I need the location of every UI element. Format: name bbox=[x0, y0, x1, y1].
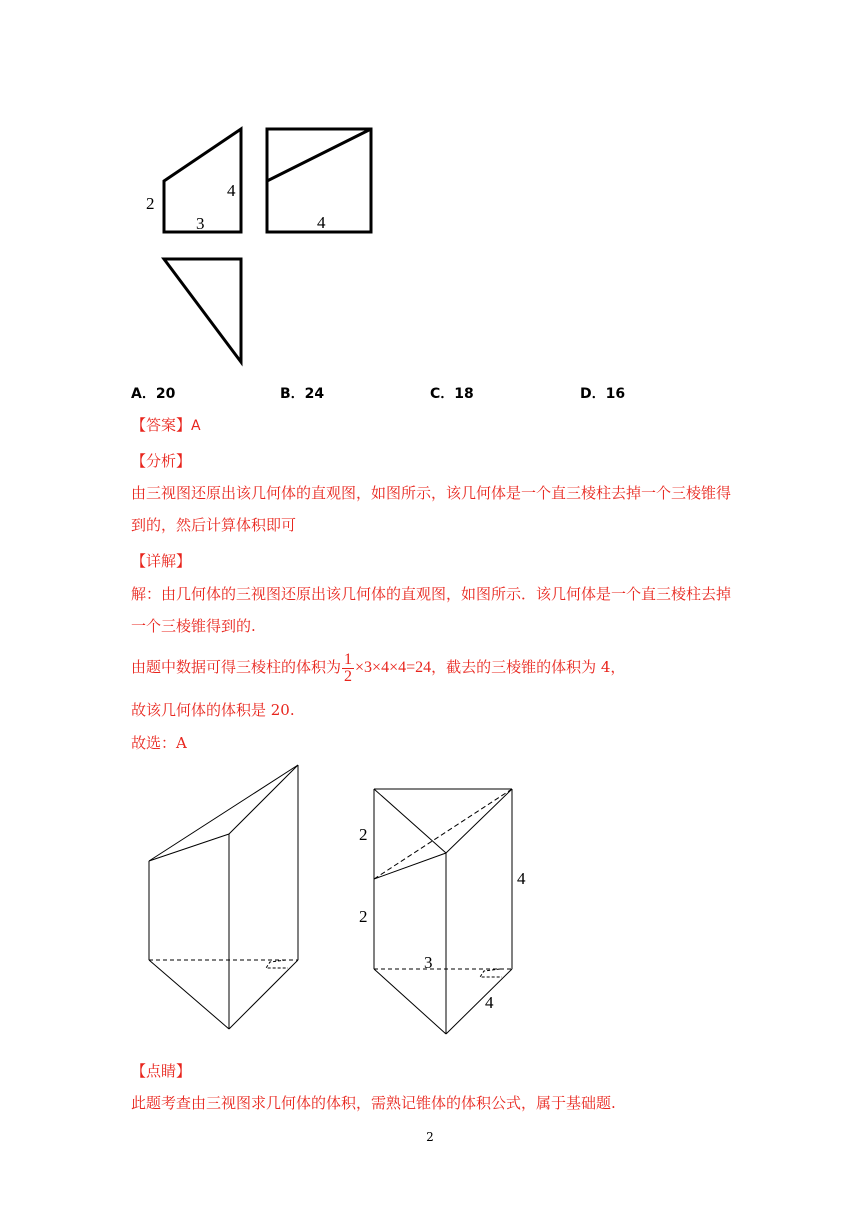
solid-left bbox=[149, 765, 298, 1029]
solid-label-base-4: 4 bbox=[485, 993, 494, 1012]
option-a[interactable]: A．20 bbox=[131, 386, 176, 402]
detail-line-4: 故该几何体的体积是 20. bbox=[131, 701, 295, 719]
front-view-label-left: 2 bbox=[146, 194, 155, 213]
answer-tag: 【答案】 bbox=[131, 416, 192, 434]
top-view bbox=[164, 259, 241, 362]
solid-label-height: 4 bbox=[517, 869, 526, 888]
option-c[interactable]: C．18 bbox=[430, 386, 474, 402]
detail-line-3 bbox=[131, 650, 625, 685]
detail-line-1: 解：由几何体的三视图还原出该几何体的直观图，如图所示．该几何体是一个直三棱柱去掉 bbox=[131, 585, 732, 603]
detail-line-3-suffix: ，截去的三棱锥的体积为 4， bbox=[431, 658, 626, 676]
comment-text: 此题考查由三视图求几何体的体积，需熟记锥体的体积公式，属于基础题. bbox=[131, 1094, 616, 1112]
fraction-numerator: 1 bbox=[344, 650, 353, 668]
option-b[interactable]: B．24 bbox=[280, 386, 325, 402]
detail-line-5: 故选：A bbox=[131, 734, 187, 752]
answer-value: A bbox=[191, 418, 201, 434]
detail-tag: 【详解】 bbox=[131, 552, 192, 570]
solid-label-upper: 2 bbox=[359, 825, 368, 844]
option-d[interactable]: D．16 bbox=[580, 386, 626, 402]
solid-figures bbox=[0, 750, 860, 1050]
analysis-line-1: 由三视图还原出该几何体的直观图，如图所示，该几何体是一个直三棱柱去掉一个三棱锥得 bbox=[131, 484, 732, 502]
front-view-label-right: 4 bbox=[227, 181, 236, 200]
solid-label-lower: 2 bbox=[359, 907, 368, 926]
comment-tag: 【点睛】 bbox=[131, 1062, 192, 1080]
formula: ×3×4×4=24 bbox=[355, 659, 432, 676]
front-view-label-bottom: 3 bbox=[196, 214, 205, 233]
detail-line-2: 一个三棱锥得到的. bbox=[131, 617, 256, 635]
fraction-denominator: 2 bbox=[344, 667, 353, 685]
answer-line bbox=[131, 415, 201, 436]
page-number: 2 bbox=[426, 1130, 434, 1144]
detail-line-3-prefix: 由题中数据可得三棱柱的体积为 bbox=[131, 658, 342, 676]
fraction bbox=[342, 652, 354, 685]
side-view-label-bottom: 4 bbox=[317, 213, 326, 232]
analysis-tag: 【分析】 bbox=[131, 452, 192, 470]
solid-label-base-3: 3 bbox=[424, 953, 433, 972]
three-view-figure bbox=[0, 0, 860, 380]
analysis-line-2: 到的，然后计算体积即可 bbox=[131, 516, 297, 534]
